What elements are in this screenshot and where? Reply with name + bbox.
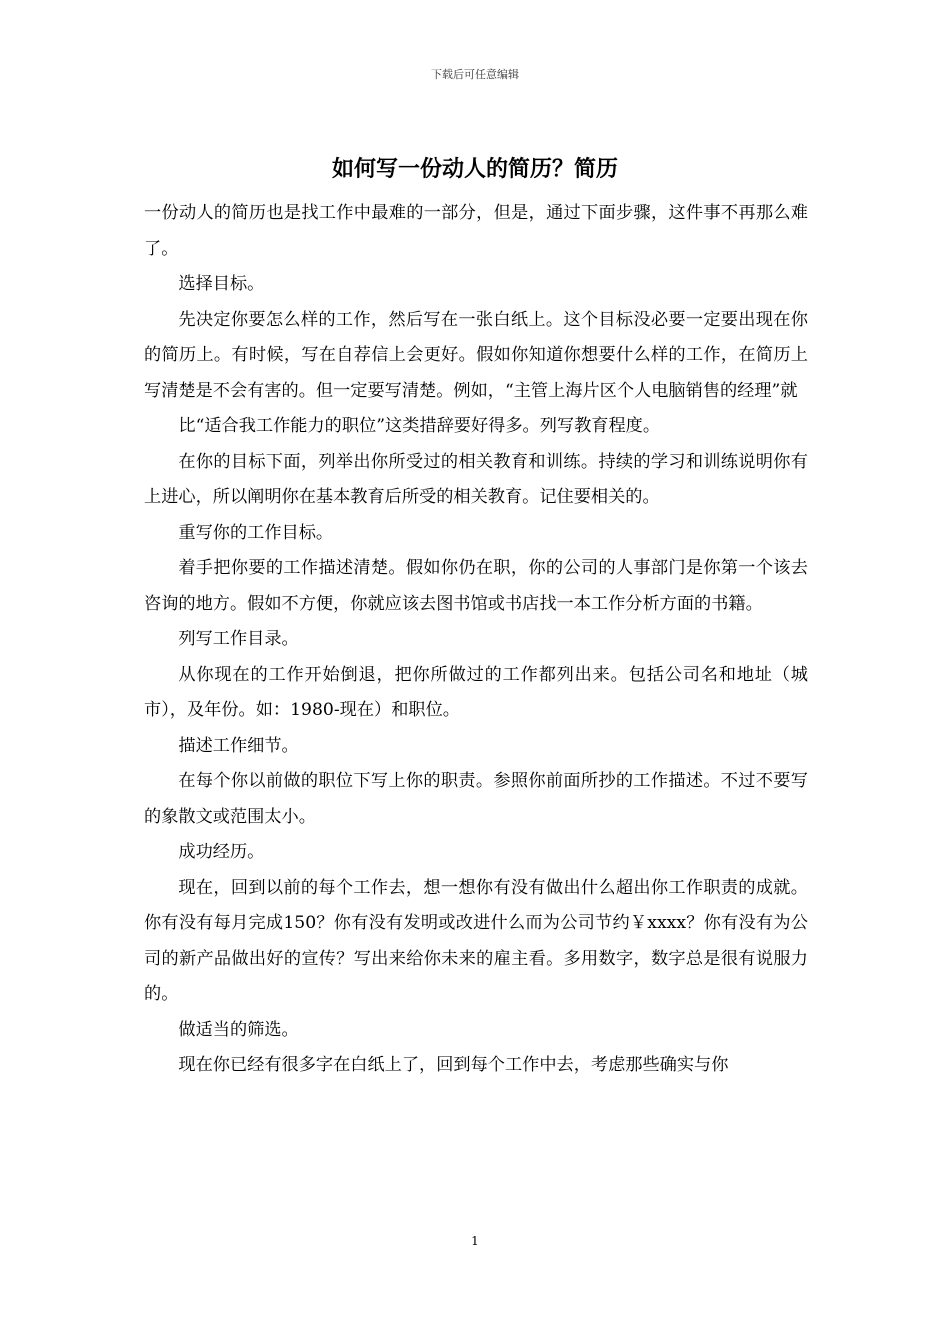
section-heading-rewrite-goal: 重写你的工作目标。 [178, 522, 334, 543]
page-number: 1 [471, 1234, 479, 1248]
paragraph: 先决定你要怎么样的工作，然后写在一张白纸上。这个目标没必要一定要出现在你的简历上。有时候，写在自荐信上会更好。假如你知道你想要什么样的工作，在简历上写清楚是不会有害的。但一定要写清楚。例如，“主管上海片区个人电脑销售的经理”就 [144, 309, 808, 401]
section-heading-job-list: 列写工作目录。 [178, 629, 299, 649]
document-title: 如何写一份动人的简历？简历 [331, 156, 618, 182]
paragraph: 在每个你以前做的职位下写上你的职责。参照你前面所抄的工作描述。不过不要写的象散文或范围太小。 [144, 771, 808, 827]
paragraph: 在你的目标下面，列举出你所受过的相关教育和训练。持续的学习和训练说明你有上进心，所以阐明你在基本教育后所受的相关教育。记住要相关的。 [144, 451, 808, 507]
paragraph: 着手把你要的工作描述清楚。假如你仍在职，你的公司的人事部门是你第一个该去咨询的地方。假如不方便，你就应该去图书馆或书店找一本工作分析方面的书籍。 [144, 558, 808, 614]
section-heading-filtering: 做适当的筛选。 [178, 1019, 299, 1040]
section-heading-choose-goal: 选择目标。 [178, 274, 265, 294]
header-note: 下载后可任意编辑 [431, 68, 519, 81]
paragraph: 比“适合我工作能力的职位”这类措辞要好得多。列写教育程度。 [178, 416, 661, 436]
section-heading-achievements: 成功经历。 [178, 842, 265, 862]
paragraph-intro: 一份动人的简历也是找工作中最难的一部分，但是，通过下面步骤，这件事不再那么难了。 [144, 203, 808, 259]
paragraph: 现在你已经有很多字在白纸上了，回到每个工作中去，考虑那些确实与你 [178, 1055, 729, 1075]
document-body [144, 196, 808, 1084]
paragraph: 从你现在的工作开始倒退，把你所做过的工作都列出来。包括公司名和地址（城市），及年份。如：1980-现在）和职位。 [144, 664, 808, 720]
paragraph: 现在，回到以前的每个工作去，想一想你有没有做出什么超出你工作职责的成就。你有没有每月完成150？你有没有发明或改进什么而为公司节约￥xxxx？你有没有为公司的新产品做出好的宣传？写出来给你未来的雇主看。多用数字，数字总是很有说服力的。 [144, 877, 808, 1004]
section-heading-job-details: 描述工作细节。 [178, 735, 299, 756]
